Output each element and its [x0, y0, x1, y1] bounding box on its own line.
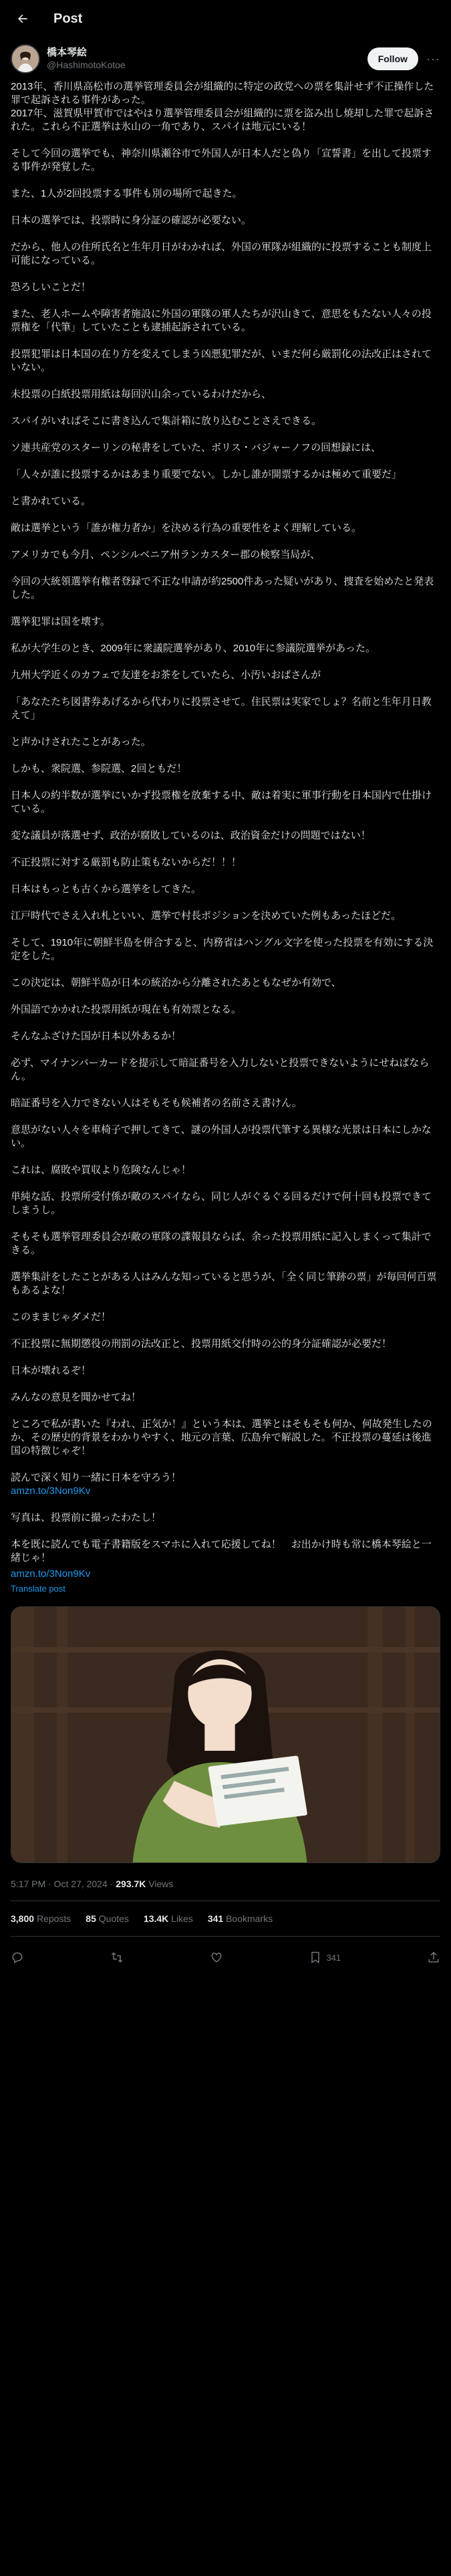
closing-paragraph: 本を既に読んでも電子書籍版をスマホに入れて応援してね！ お出かけ時も常に橋本琴絵と一緒じゃ！	[11, 1539, 432, 1564]
post-paragraph: と書かれている。	[11, 496, 92, 507]
share-button[interactable]	[427, 1951, 440, 1964]
post-paragraph: 外国語でかかれた投票用紙が現在も有効票となる。	[11, 1004, 242, 1015]
post-paragraph: 日本が壊れるぞ！	[11, 1365, 92, 1376]
follow-button[interactable]: Follow	[367, 47, 418, 70]
post-timestamp[interactable]: 5:17 PM · Oct 27, 2024	[11, 1879, 108, 1889]
paragraph-text: 読んで深く知り一緒に日本を守ろう！	[11, 1472, 182, 1483]
post-paragraph: 江戸時代でさえ入れ札といい、選挙で村長ポジションを決めていた例もあったほどだ。	[11, 910, 402, 922]
avatar[interactable]	[11, 44, 40, 74]
reply-icon	[11, 1951, 24, 1964]
post-paragraph: 日本の選挙では、投票時に身分証の確認が必要ない。	[11, 215, 252, 226]
post-paragraph: 暗証番号を入力できない人はそもそも候補者の名前さえ書けん。	[11, 1097, 302, 1109]
likes-stat[interactable]: 13.4K Likes	[143, 1913, 193, 1924]
post-paragraph: また、老人ホームや障害者施設に外国の軍隊の軍人たちが沢山きて、意思をもたない人々の投票権を「代筆」していたことも逮捕起訴されている。	[11, 308, 432, 333]
post-paragraph: また、1人が2回投票する事件も別の場所で起きた。	[11, 188, 243, 199]
bookmark-button[interactable]	[309, 1951, 341, 1964]
post-paragraph: そんなふざけた国が日本以外あるか！	[11, 1031, 182, 1042]
back-arrow-icon[interactable]	[11, 7, 35, 31]
author-names	[47, 47, 126, 71]
post-paragraph: しかも、衆院選、参院選、2回ともだ！	[11, 763, 187, 774]
post-paragraph: そして今回の選挙でも、神奈川県瀬谷市で外国人が日本人だと偽り「宣誓書」を出して投票する事件が発覚した。	[11, 148, 432, 173]
reply-button[interactable]	[11, 1951, 24, 1964]
views-label: Views	[148, 1879, 174, 1889]
bookmarks-stat[interactable]: 341 Bookmarks	[207, 1913, 273, 1924]
amazon-link-2[interactable]: amzn.to/3Non9Kv	[11, 1568, 91, 1580]
repost-button[interactable]	[110, 1951, 124, 1964]
author-handle[interactable]: @HashimotoKotoe	[47, 60, 126, 70]
share-icon	[427, 1951, 440, 1964]
like-icon	[210, 1951, 223, 1964]
link-paragraph	[11, 1568, 440, 1581]
quotes-stat[interactable]: 85 Quotes	[86, 1913, 129, 1924]
post-paragraph: そもそも選挙管理委員会が敵の軍隊の諜報員ならば、余った投票用紙に記入しまくって集計できる。	[11, 1231, 432, 1256]
post-paragraph: アメリカでも今月、ペンシルベニア州ランカスター郡の検察当局が、	[11, 549, 321, 560]
post-paragraph: ソ連共産党のスターリンの秘書をしていた、ボリス・バジャーノフの回想録には、	[11, 442, 382, 453]
post-photo[interactable]	[11, 1606, 440, 1863]
amazon-link[interactable]: amzn.to/3Non9Kv	[11, 1485, 91, 1497]
post-paragraph: 敵は選挙という「誰が権力者か」を決める行為の重要性をよく理解している。	[11, 522, 362, 534]
post-paragraph: スパイがいればそこに書き込んで集計箱に放り込むことさえできる。	[11, 415, 322, 427]
post-paragraph: この決定は、朝鮮半島が日本の統治から分離されたあともなぜか有効で、	[11, 977, 341, 988]
post-paragraph: みんなの意見を聞かせてね！	[11, 1392, 142, 1403]
post-paragraph: と声かけされたことがあった。	[11, 736, 151, 748]
post-paragraph: 今回の大統領選挙有権者登録で不正な申請が約2500件あった疑いがあり、捜査を始めたと発表した。	[11, 576, 434, 601]
post-paragraph: 投票犯罪は日本国の在り方を変えてしまう凶悪犯罪だが、いまだ何ら厳罰化の法改正はされていない。	[11, 348, 432, 373]
bookmark-icon	[309, 1951, 322, 1964]
divider	[11, 1936, 440, 1937]
post-paragraph: 選挙集計をしたことがある人はみんな知っていると思うが、「全く同じ筆跡の票」が毎回何百票もあるよな！	[11, 1271, 437, 1296]
photo-illustration	[11, 1607, 440, 1862]
post-meta: 5:17 PM · Oct 27, 2024 · 293.7K Views	[11, 1879, 174, 1889]
photo-caption: 写真は、投票前に撮ったわたし！	[11, 1512, 162, 1523]
post-paragraph: このままじゃダメだ！	[11, 1311, 112, 1323]
top-bar	[0, 0, 451, 37]
post-paragraph: 必ず、マイナンバーカードを提示して暗証番号を入力しないと投票できないようにせねばならん。	[11, 1057, 430, 1082]
post-paragraph: 日本人の約半数が選挙にいかず投票権を放棄する中、敵は着実に軍事行動を日本国内で仕掛けている。	[11, 790, 432, 815]
post-paragraph: 不正投票に対する厳罰も防止策もないからだ！！！	[11, 857, 242, 868]
post-paragraph: 日本はもっとも古くから選挙をしてきた。	[11, 883, 202, 895]
like-button[interactable]	[210, 1951, 223, 1964]
post-paragraph: 不正投票に無期懲役の刑罰の法改正と、投票用紙交付時の公的身分証確認が必要だ！	[11, 1338, 392, 1350]
post-paragraph: 未投票の白紙投票用紙は毎回沢山余っているわけだから、	[11, 389, 272, 400]
post-paragraph: ところで私が書いた『われ、正気か！』という本は、選挙とはそもそも何か、何故発生したのか、その歴史的背景をわかりやすく、地元の言葉、広島弁で解説した。不正投票の蔓延は後進国の特徴じゃぞ！	[11, 1418, 432, 1457]
reposts-stat[interactable]: 3,800 Reposts	[11, 1913, 71, 1924]
bookmark-count: 341	[326, 1952, 341, 1963]
post-body	[0, 76, 451, 1596]
more-icon[interactable]: ···	[426, 51, 440, 66]
page-title: Post	[53, 11, 83, 26]
repost-icon	[110, 1951, 124, 1964]
action-bar	[11, 1946, 440, 1969]
post-paragraph: だから、他人の住所氏名と生年月日がわかれば、外国の軍隊が組織的に投票することも制度上可能になっている。	[11, 241, 432, 266]
post-paragraph: 選挙犯罪は国を壊す。	[11, 616, 110, 627]
engagement-stats	[11, 1911, 440, 1927]
post-paragraph: 2013年、香川県高松市の選挙管理委員会が組織的に特定の政党への票を集計せず不正操作した罪で起訴される事件があった。 2017年、滋賀県甲賀市ではやはり選挙管理委員会が組織的に票を盗み出し焼却した罪で起訴された。これら不正選挙は氷山の一角であり、スパイは地元にいる！	[11, 81, 434, 132]
post-paragraph: 恐ろしいことだ！	[11, 282, 92, 293]
post-paragraph: 私が大学生のとき、2009年に衆議院選挙があり、2010年に参議院選挙があった。	[11, 643, 375, 654]
post-paragraph	[11, 1471, 440, 1498]
post-paragraph: そして、1910年に朝鮮半島を併合すると、内務省はハングル文字を使った投票を有効にする決定をした。	[11, 937, 434, 962]
post-paragraph: これは、腐敗や買収より危険なんじゃ！	[11, 1164, 192, 1176]
post-paragraph: 意思がない人々を車椅子で押してきて、謎の外国人が投票代筆する異様な光景は日本にしかない。	[11, 1124, 432, 1149]
post-paragraph: 変な議員が落選せず、政治が腐敗しているのは、政治資金だけの問題ではない！	[11, 830, 371, 841]
post-paragraph: 「あなたたち図書券あげるから代わりに投票させて。住民票は実家でしょ？名前と生年月日教えて」	[11, 696, 432, 721]
author-name[interactable]: 橋本琴絵	[47, 47, 88, 58]
post-paragraph: 単純な話、投票所受付係が敵のスパイなら、同じ人がぐるぐる回るだけで何十回も投票できてしまうし。	[11, 1191, 432, 1216]
author-row	[0, 37, 451, 76]
translate-post-link[interactable]: Translate post	[11, 1584, 65, 1594]
views-count: 293.7K	[116, 1879, 146, 1889]
post-paragraph: 「人々が誰に投票するかはあまり重要でない。しかし誰が開票するかは極めて重要だ」	[11, 469, 402, 480]
post-paragraph: 九州大学近くのカフェで友達をお茶をしていたら、小汚いおばさんが	[11, 669, 321, 681]
